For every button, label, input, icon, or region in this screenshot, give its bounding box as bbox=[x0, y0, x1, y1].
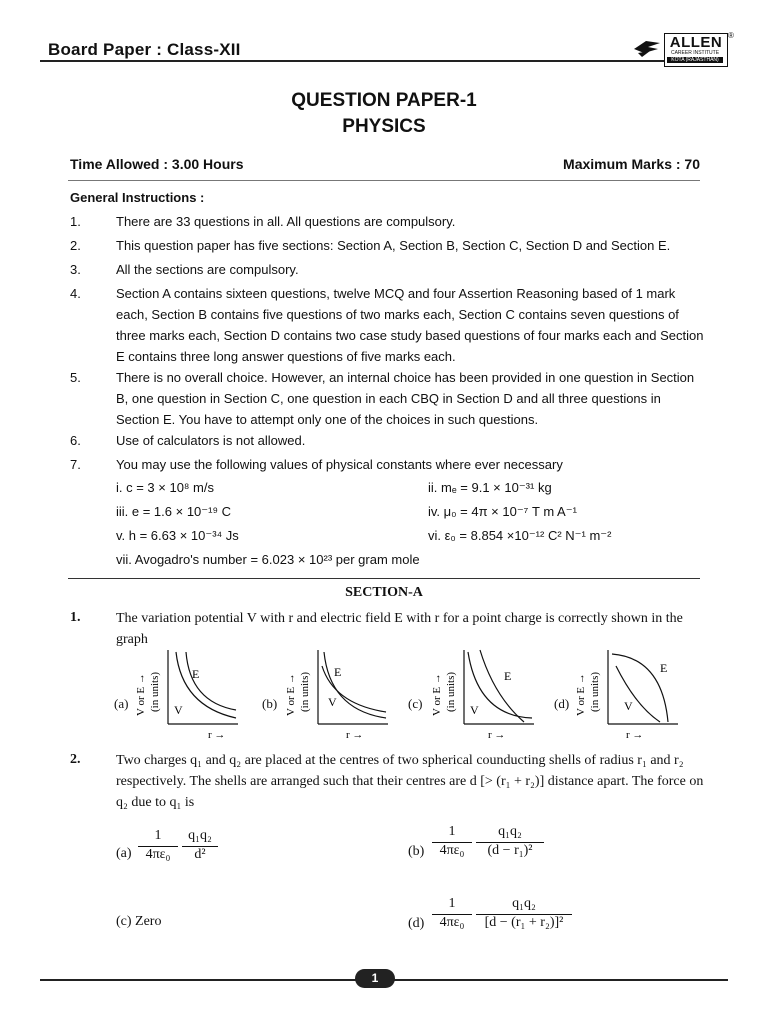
option-label: (c) bbox=[408, 696, 423, 711]
header-rule bbox=[40, 60, 728, 62]
option-label: (a) bbox=[116, 846, 132, 861]
constant-me: ii. mₑ = 9.1 × 10⁻³¹ kg bbox=[428, 480, 552, 495]
constant-avogadro: vii. Avogadro's number = 6.023 × 10²³ per gram mole bbox=[116, 552, 420, 567]
instruction-text: There is no overall choice. However, an internal choice has been provided in one question in Section B, one question in Section C, one question in each CBQ in Section D and all three questions in Section E. You have to attempt only one of the choices in such questions. bbox=[116, 370, 695, 427]
fraction-numerator: 1 bbox=[154, 828, 162, 843]
constant-c: i. c = 3 × 10⁸ m/s bbox=[116, 480, 214, 495]
y-axis-label: V or E → bbox=[135, 673, 147, 716]
graph-option-d[interactable] bbox=[552, 646, 702, 738]
graph-option-c[interactable] bbox=[408, 646, 558, 738]
maximum-marks: Maximum Marks : 70 bbox=[563, 156, 700, 172]
instruction-item bbox=[70, 367, 704, 430]
graph-plot bbox=[408, 646, 558, 738]
graph-option-a[interactable] bbox=[112, 646, 262, 738]
fraction bbox=[476, 896, 572, 931]
instruction-item bbox=[70, 235, 704, 256]
y-axis-unit: (in units) bbox=[149, 671, 161, 712]
instruction-text: Section A contains sixteen questions, twelve MCQ and four Assertion Reasoning based of 1 mark each, Section B contains five questions of two marks each, Section C contains seven questions of three marks each, Section D contains two case study based questions of four marks each and Section E contains three long answer questions of five marks each. bbox=[116, 286, 704, 364]
logo-subtitle: CAREER INSTITUTE bbox=[670, 50, 720, 56]
option-label: (d) bbox=[554, 696, 570, 711]
graph-plot bbox=[112, 646, 262, 738]
y-axis-unit: (in units) bbox=[445, 671, 457, 712]
instruction-item bbox=[70, 211, 704, 232]
paper-title-block bbox=[0, 88, 768, 140]
section-a-heading: SECTION-A bbox=[345, 585, 423, 600]
y-axis-label: V or E → bbox=[575, 673, 587, 716]
y-axis-unit: (in units) bbox=[589, 671, 601, 712]
question-line: respectively. The shells are arranged such that their centres are d [> (r₁ + r₂)] distance apart. The force on bbox=[116, 774, 704, 789]
fraction-denominator: 4πε₀ bbox=[432, 914, 472, 931]
fraction-numerator: q₁q₂ bbox=[498, 824, 522, 839]
curve-e-label: E bbox=[504, 669, 512, 683]
constant-mu0: iv. μ₀ = 4π × 10⁻⁷ T m A⁻¹ bbox=[428, 504, 577, 519]
y-axis-label: V or E → bbox=[285, 673, 297, 716]
y-axis-unit: (in units) bbox=[299, 671, 311, 712]
instruction-number: 3. bbox=[70, 262, 81, 277]
curve-v-label: V bbox=[624, 699, 633, 713]
constant-h: v. h = 6.63 × 10⁻³⁴ Js bbox=[116, 528, 239, 543]
curve-v-label: V bbox=[174, 703, 183, 717]
question-number: 2. bbox=[70, 752, 81, 767]
section-divider bbox=[68, 578, 700, 579]
curve-e-label: E bbox=[192, 667, 200, 681]
fraction bbox=[182, 828, 218, 863]
question-number: 1. bbox=[70, 610, 81, 625]
fraction-numerator: 1 bbox=[448, 824, 456, 839]
instruction-item bbox=[70, 259, 704, 280]
instruction-item bbox=[70, 454, 704, 475]
constant-e: iii. e = 1.6 × 10⁻¹⁹ C bbox=[116, 504, 232, 519]
fraction bbox=[476, 824, 544, 859]
paper-title: QUESTION PAPER-1 bbox=[291, 90, 477, 111]
fraction-denominator: 4πε₀ bbox=[138, 846, 178, 863]
allen-logo bbox=[628, 31, 734, 67]
answer-option-c[interactable]: (c) Zero bbox=[116, 914, 162, 929]
x-axis-label: r → bbox=[488, 729, 506, 738]
paper-subject: PHYSICS bbox=[342, 116, 426, 137]
graph-plot bbox=[552, 646, 702, 738]
graph-option-b[interactable] bbox=[262, 646, 412, 738]
logo-box bbox=[664, 33, 728, 67]
option-label: (a) bbox=[114, 696, 129, 711]
fraction bbox=[138, 828, 178, 863]
curve-e-label: E bbox=[334, 665, 342, 679]
instruction-text: There are 33 questions in all. All questions are compulsory. bbox=[116, 214, 456, 229]
option-label: (b) bbox=[408, 844, 425, 859]
instruction-number: 6. bbox=[70, 433, 81, 448]
x-axis-label: r → bbox=[208, 729, 226, 738]
instruction-item bbox=[70, 430, 704, 451]
instruction-number: 5. bbox=[70, 370, 81, 385]
instruction-number: 2. bbox=[70, 238, 81, 253]
instruction-number: 1. bbox=[70, 214, 81, 229]
instruction-number: 4. bbox=[70, 286, 81, 301]
meta-divider bbox=[68, 180, 700, 181]
logo-brand: ALLEN bbox=[669, 34, 723, 51]
instruction-item bbox=[70, 283, 704, 367]
curve-v-label: V bbox=[328, 695, 337, 709]
header-title: Board Paper : Class-XII bbox=[48, 40, 241, 59]
instruction-text: You may use the following values of physical constants where ever necessary bbox=[116, 457, 563, 472]
curve-e-label: E bbox=[660, 661, 668, 675]
fraction-numerator: q₁q₂ bbox=[188, 828, 212, 843]
instructions-heading: General Instructions : bbox=[70, 190, 205, 205]
fraction-denominator: [d − (r₁ + r₂)]² bbox=[476, 914, 572, 931]
fraction bbox=[432, 824, 472, 859]
instruction-text: This question paper has five sections: Section A, Section B, Section C, Section D and Section E. bbox=[116, 238, 671, 253]
fraction bbox=[432, 896, 472, 931]
logo-location: KOTA (RAJASTHAN) bbox=[667, 57, 723, 63]
page-number: 1 bbox=[355, 969, 395, 988]
option-label: (b) bbox=[262, 696, 278, 711]
bird-logo-icon bbox=[632, 37, 662, 59]
time-allowed: Time Allowed : 3.00 Hours bbox=[70, 156, 244, 172]
fraction-denominator: 4πε₀ bbox=[432, 842, 472, 859]
x-axis-label: r → bbox=[346, 729, 364, 738]
question-line: Two charges q₁ and q₂ are placed at the centres of two spherical counducting shells of radius r₁ and r₂ bbox=[116, 753, 684, 768]
x-axis-label: r → bbox=[626, 729, 644, 738]
y-axis-label: V or E → bbox=[431, 673, 443, 716]
logo-registered-mark: ® bbox=[728, 31, 734, 40]
question-line: q₂ due to q₁ is bbox=[116, 795, 195, 810]
instruction-number: 7. bbox=[70, 457, 81, 472]
question-text bbox=[116, 750, 706, 813]
curve-v-label: V bbox=[470, 703, 479, 717]
fraction-denominator: d² bbox=[182, 846, 218, 863]
graph-plot bbox=[262, 646, 412, 738]
question-text: The variation potential V with r and electric field E with r for a point charge is correctly shown in the graph bbox=[116, 611, 683, 647]
fraction-numerator: 1 bbox=[448, 896, 456, 911]
option-label: (d) bbox=[408, 916, 425, 931]
instruction-text: Use of calculators is not allowed. bbox=[116, 433, 306, 448]
constant-eps0: vi. ε₀ = 8.854 ×10⁻¹² C² N⁻¹ m⁻² bbox=[428, 528, 612, 543]
fraction-numerator: q₁q₂ bbox=[512, 896, 536, 911]
instruction-text: All the sections are compulsory. bbox=[116, 262, 299, 277]
fraction-denominator: (d − r₁)² bbox=[476, 842, 544, 859]
